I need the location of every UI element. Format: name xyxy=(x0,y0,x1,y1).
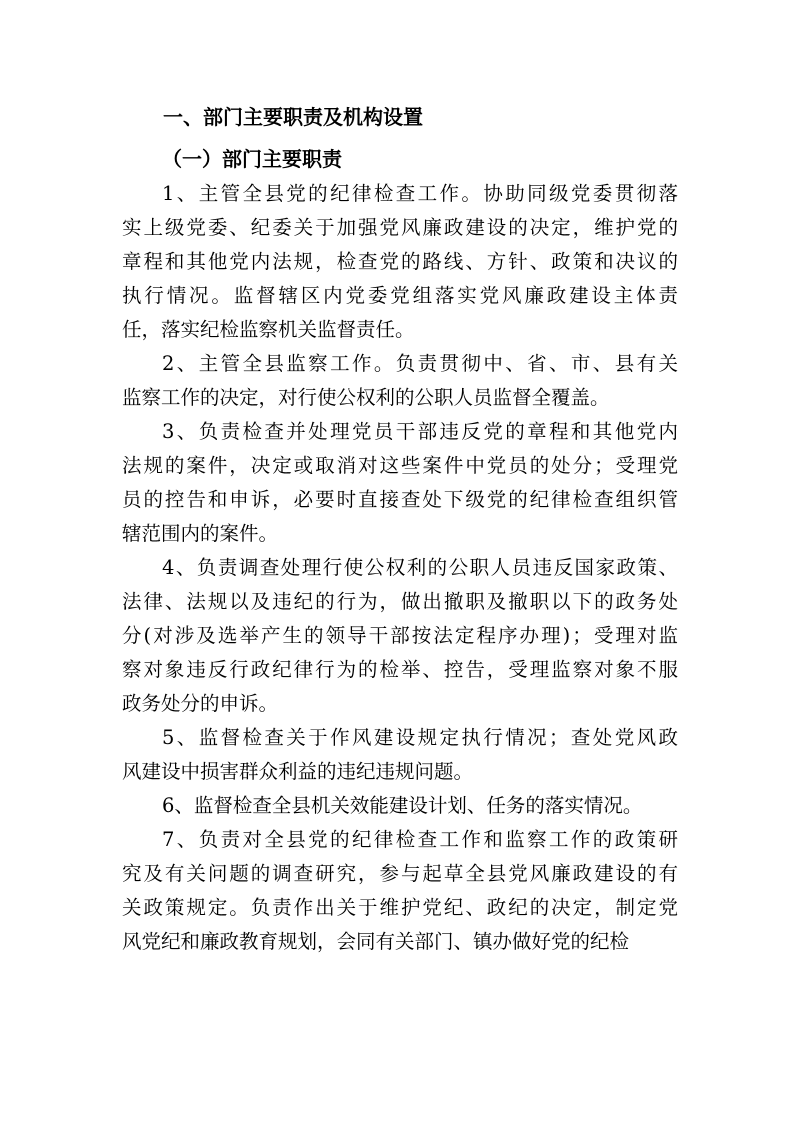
text-line: 7、负责对全县党的纪律检查工作和监察工作的政策研 xyxy=(162,828,681,851)
text-line: 1、主管全县党的纪律检查工作。协助同级党委贯彻落 xyxy=(162,182,681,205)
subsection-heading: （一）部门主要职责 xyxy=(162,147,342,171)
text-line: 察对象违反行政纪律行为的检举、控告，受理监察对象不服 xyxy=(122,658,680,681)
text-line: 任，落实纪检监察机关监督责任。 xyxy=(122,318,415,341)
paragraph-list xyxy=(122,177,681,959)
text-line: 法规的案件，决定或取消对这些案件中党员的处分；受理党 xyxy=(122,454,680,477)
paragraph xyxy=(122,551,681,721)
text-line: 辖范围内的案件。 xyxy=(122,522,279,545)
text-line: 执行情况。监督辖区内党委党组落实党风廉政建设主体责 xyxy=(122,284,681,307)
text-line: 监察工作的决定，对行使公权利的公职人员监督全覆盖。 xyxy=(122,386,610,409)
paragraph xyxy=(122,823,681,959)
text-line: 究及有关问题的调查研究，参与起草全县党风廉政建设的有 xyxy=(122,862,680,885)
text-line: 员的控告和申诉，必要时直接查处下级党的纪律检查组织管 xyxy=(122,488,680,511)
text-line: 3、负责检查并处理党员干部违反党的章程和其他党内 xyxy=(162,420,681,443)
text-line: 章程和其他党内法规，检查党的路线、方针、政策和决议的 xyxy=(122,250,680,273)
text-line: 风建设中损害群众利益的违纪违规问题。 xyxy=(122,760,474,783)
paragraph xyxy=(122,177,681,347)
text-line: 6、监督检查全县机关效能建设计划、任务的落实情况。 xyxy=(162,794,643,817)
text-line: 风党纪和廉政教育规划，会同有关部门、镇办做好党的纪检 xyxy=(122,930,630,953)
text-line: 政务处分的申诉。 xyxy=(122,692,279,715)
text-line: 法律、法规以及违纪的行为，做出撤职及撤职以下的政务处 xyxy=(122,590,680,613)
paragraph xyxy=(122,415,681,551)
text-line: 关政策规定。负责作出关于维护党纪、政纪的决定，制定党 xyxy=(122,896,680,919)
text-line: 4、负责调查处理行使公权利的公职人员违反国家政策、 xyxy=(162,556,680,579)
section-heading: 一、部门主要职责及机构设置 xyxy=(163,105,423,129)
paragraph xyxy=(122,721,681,789)
paragraph xyxy=(122,347,681,415)
text-line: 分(对涉及选举产生的领导干部按法定程序办理)；受理对监 xyxy=(122,624,681,647)
document-body xyxy=(122,99,681,959)
text-line: 5、监督检查关于作风建设规定执行情况；查处党风政 xyxy=(162,726,681,749)
text-line: 2、主管全县监察工作。负责贯彻中、省、市、县有关 xyxy=(162,352,681,375)
text-line: 实上级党委、纪委关于加强党风廉政建设的决定，维护党的 xyxy=(122,216,680,239)
paragraph xyxy=(122,789,678,823)
